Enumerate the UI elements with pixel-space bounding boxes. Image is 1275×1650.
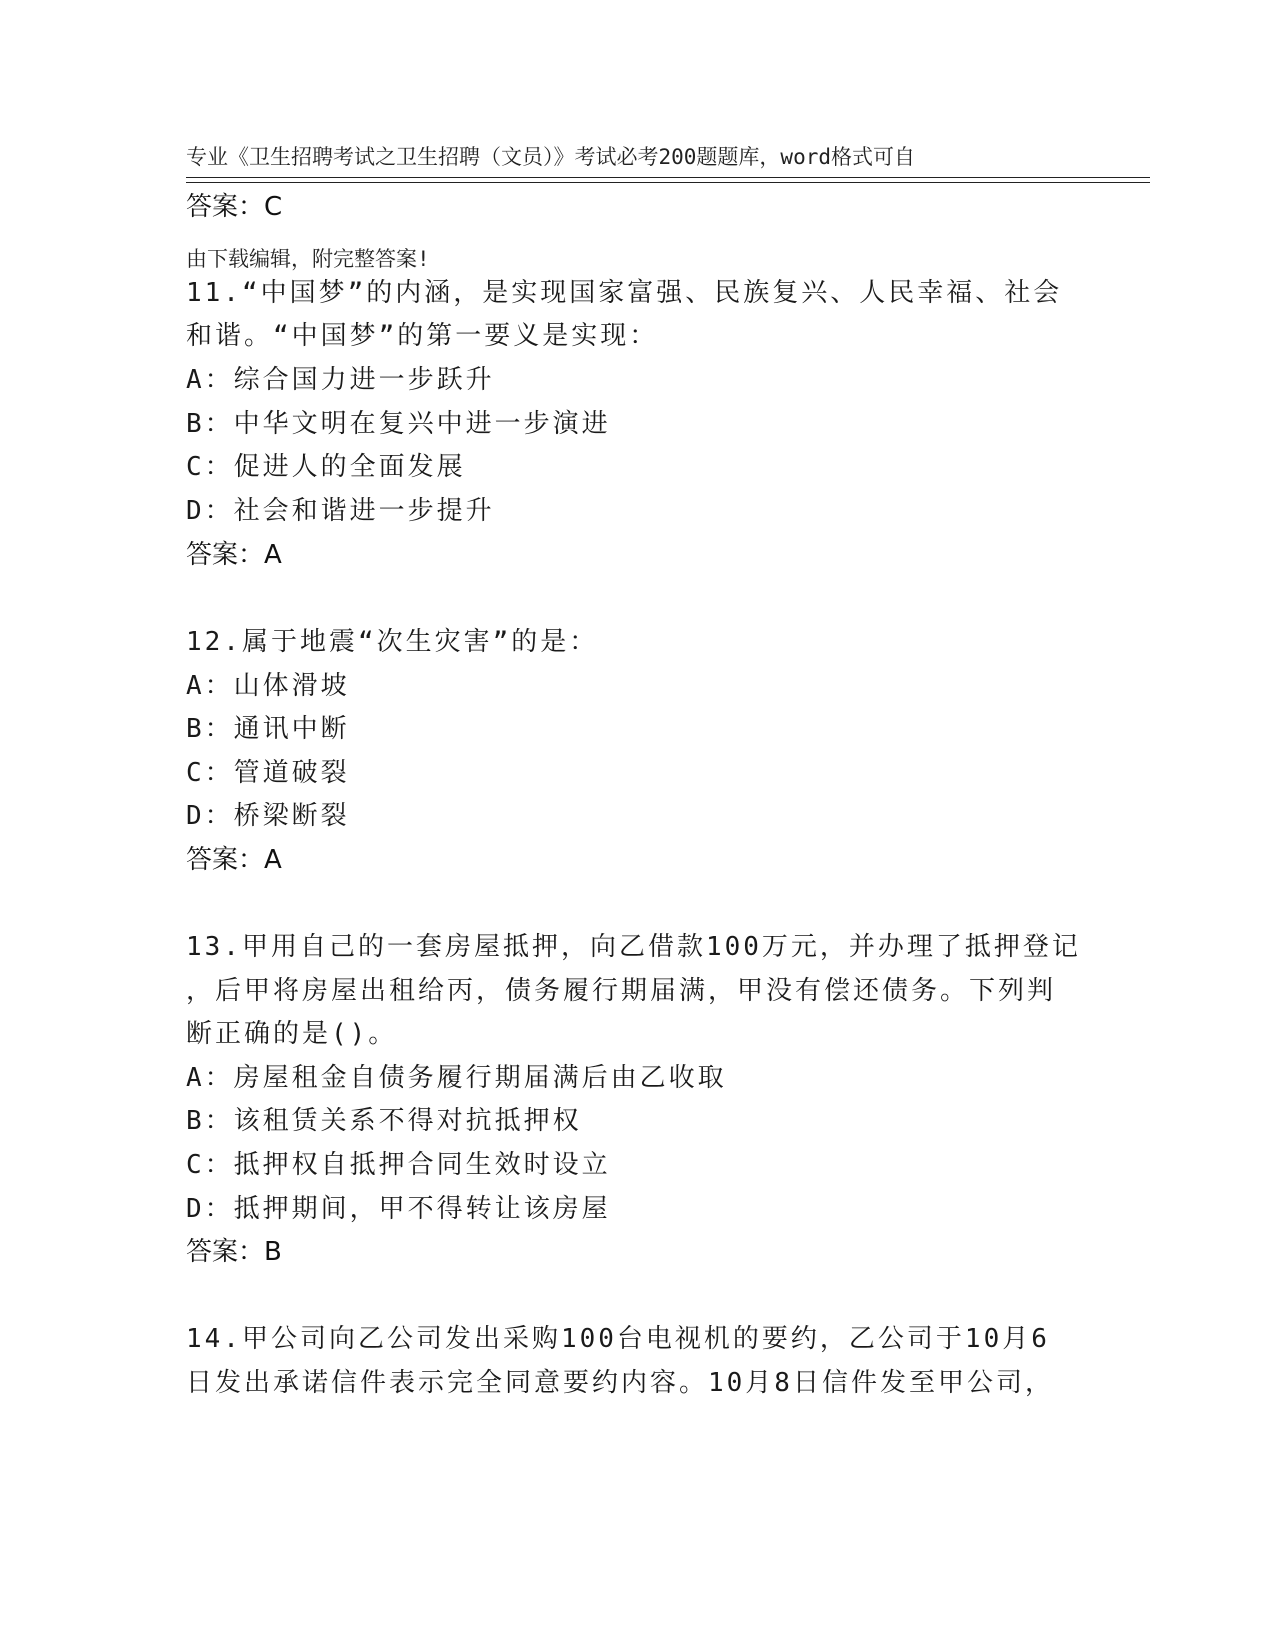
answer-q13: 答案：B bbox=[186, 1237, 282, 1267]
header-line-1: 专业《卫生招聘考试之卫生招聘（文员）》考试必考200题题库，word格式可自 bbox=[186, 145, 915, 169]
question-option-d: D：桥梁断裂 bbox=[186, 801, 350, 831]
question-stem-line: 13.甲用自己的一套房屋抵押，向乙借款100万元，并办理了抵押登记 bbox=[186, 932, 1081, 962]
question-option-d: D：社会和谐进一步提升 bbox=[186, 496, 495, 526]
question-option-b: B：中华文明在复兴中进一步演进 bbox=[186, 409, 611, 439]
question-stem-line: ，后甲将房屋出租给丙，债务履行期届满，甲没有偿还债务。下列判 bbox=[186, 976, 1057, 1006]
question-option-a: A：山体滑坡 bbox=[186, 671, 350, 701]
header-line-2: 由下载编辑，附完整答案! bbox=[186, 247, 430, 271]
question-stem-line: 和谐。“中国梦”的第一要义是实现： bbox=[186, 321, 659, 351]
question-option-b: B：通讯中断 bbox=[186, 714, 350, 744]
header-rule-top bbox=[186, 177, 1150, 178]
question-stem-line: 12.属于地震“次生灾害”的是： bbox=[186, 627, 599, 657]
question-stem-line: 11.“中国梦”的内涵，是实现国家富强、民族复兴、人民幸福、社会 bbox=[186, 278, 1063, 308]
question-stem-line: 日发出承诺信件表示完全同意要约内容。10月8日信件发至甲公司， bbox=[186, 1368, 1054, 1398]
question-option-a: A：房屋租金自债务履行期届满后由乙收取 bbox=[186, 1063, 727, 1093]
question-option-d: D：抵押期间，甲不得转让该房屋 bbox=[186, 1194, 611, 1224]
question-option-c: C：抵押权自抵押合同生效时设立 bbox=[186, 1150, 611, 1180]
question-option-c: C：促进人的全面发展 bbox=[186, 452, 466, 482]
question-stem-line: 14.甲公司向乙公司发出采购100台电视机的要约，乙公司于10月6 bbox=[186, 1324, 1050, 1354]
question-option-b: B：该租赁关系不得对抗抵押权 bbox=[186, 1106, 582, 1136]
question-stem-line: 断正确的是()。 bbox=[186, 1019, 398, 1049]
question-option-a: A：综合国力进一步跃升 bbox=[186, 365, 495, 395]
header-rule-bottom bbox=[186, 182, 1150, 183]
answer-q12: 答案：A bbox=[186, 845, 282, 875]
answer-q11: 答案：A bbox=[186, 540, 282, 570]
question-option-c: C：管道破裂 bbox=[186, 758, 350, 788]
answer-q10: 答案：C bbox=[186, 192, 283, 222]
